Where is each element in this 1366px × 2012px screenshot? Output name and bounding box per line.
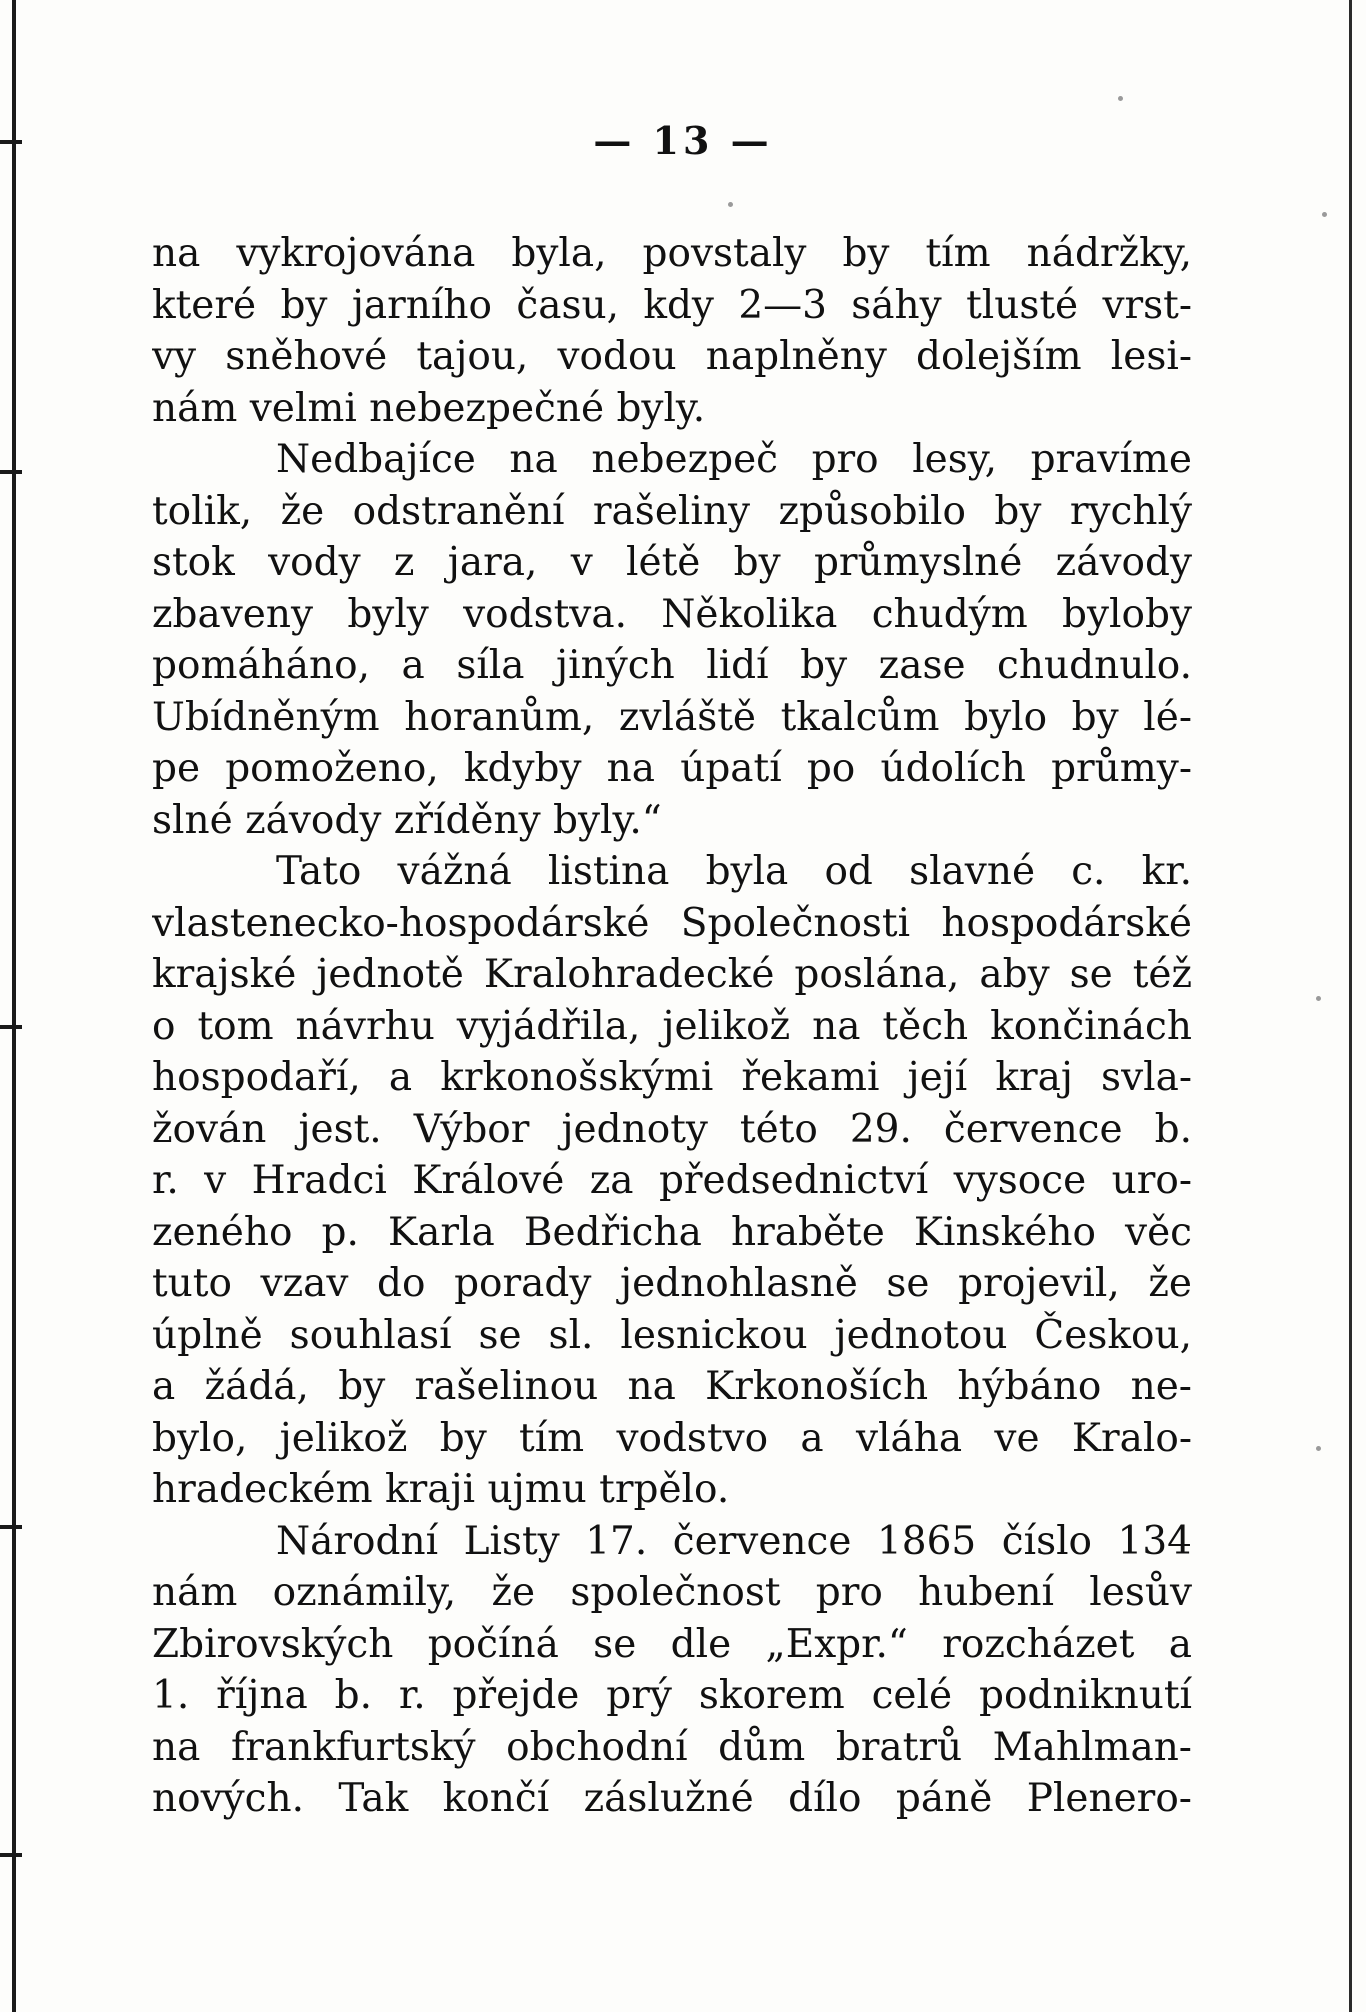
- text-line: slné závody zříděny byly.“: [152, 797, 662, 843]
- text-line: pomáháno, a síla jiných lidí by zase chudnulo.: [152, 643, 1192, 688]
- binding-mark: [0, 1853, 22, 1857]
- text-line: Nedbajíce na nebezpeč pro lesy, pravíme: [276, 437, 1192, 482]
- text-line: tolik, že odstranění rašeliny způsobilo by rychlý: [152, 488, 1192, 534]
- text-line: 1. října b. r. přejde prý skorem celé podniknutí: [152, 1673, 1192, 1718]
- page-edge: [1349, 0, 1352, 2012]
- paper-speck: [1118, 96, 1123, 101]
- text-line: vlastenecko-hospodárské Společnosti hospodárské: [152, 900, 1192, 946]
- text-line: žován jest. Výbor jednoty této 29. července b.: [152, 1106, 1192, 1152]
- binding-mark: [0, 470, 22, 474]
- text-line: bylo, jelikož by tím vodstvo a vláha ve Kralo-: [152, 1415, 1192, 1461]
- text-line: hospodaří, a krkonošskými řekami její kraj svla-: [152, 1055, 1192, 1100]
- text-line: Tato vážná listina byla od slavné c. kr.: [276, 849, 1192, 894]
- text-line: vy sněhové tajou, vodou naplněny dolejším lesi-: [152, 334, 1192, 379]
- text-line: nám velmi nebezpečné byly.: [152, 385, 706, 431]
- text-line: tuto vzav do porady jednohlasně se projevil, že: [152, 1261, 1192, 1306]
- body-text: [152, 228, 1192, 1825]
- text-line: nám oznámily, že společnost pro hubení lesův: [152, 1570, 1192, 1615]
- text-line: na frankfurtský obchodní dům bratrů Mahlman-: [152, 1724, 1192, 1770]
- text-line: krajské jednotě Kralohradecké poslána, aby se též: [152, 952, 1192, 997]
- text-line: úplně souhlasí se sl. lesnickou jednotou Českou,: [152, 1312, 1192, 1358]
- text-line: a žádá, by rašelinou na Krkonoších hýbáno ne-: [152, 1364, 1192, 1409]
- paper-speck: [1316, 996, 1321, 1001]
- text-line: na vykrojována byla, povstaly by tím nádržky,: [152, 231, 1192, 276]
- page-number: — 13 —: [593, 118, 773, 163]
- text-line: hradeckém kraji ujmu trpělo.: [152, 1467, 730, 1512]
- text-line: které by jarního času, kdy 2—3 sáhy tlusté vrst-: [152, 282, 1192, 328]
- text-line: o tom návrhu vyjádřila, jelikož na těch končinách: [152, 1003, 1192, 1049]
- binding-mark: [0, 1025, 22, 1029]
- text-line: r. v Hradci Králové za předsednictví vysoce uro-: [152, 1158, 1192, 1203]
- paper-speck: [728, 202, 733, 207]
- text-line: pe pomoženo, kdyby na úpatí po údolích průmy-: [152, 746, 1192, 791]
- paper-speck: [1316, 1446, 1321, 1451]
- text-line: nových. Tak končí záslužné dílo páně Plenero-: [152, 1776, 1192, 1821]
- paper-speck: [1322, 212, 1327, 217]
- text-line: Ubídněným horanům, zvláště tkalcům bylo by lé-: [152, 694, 1192, 740]
- text-line: Národní Listy 17. července 1865 číslo 134: [276, 1518, 1192, 1564]
- binding-mark: [0, 1525, 22, 1529]
- text-line: zbaveny byly vodstva. Několika chudým byloby: [152, 591, 1192, 637]
- binding-edge: [12, 0, 16, 2012]
- text-line: zeného p. Karla Bedřicha hraběte Kinského věc: [152, 1209, 1192, 1255]
- text-line: stok vody z jara, v létě by průmyslné závody: [152, 540, 1192, 585]
- text-line: Zbirovských počíná se dle „Expr.“ rozcházet a: [152, 1621, 1192, 1667]
